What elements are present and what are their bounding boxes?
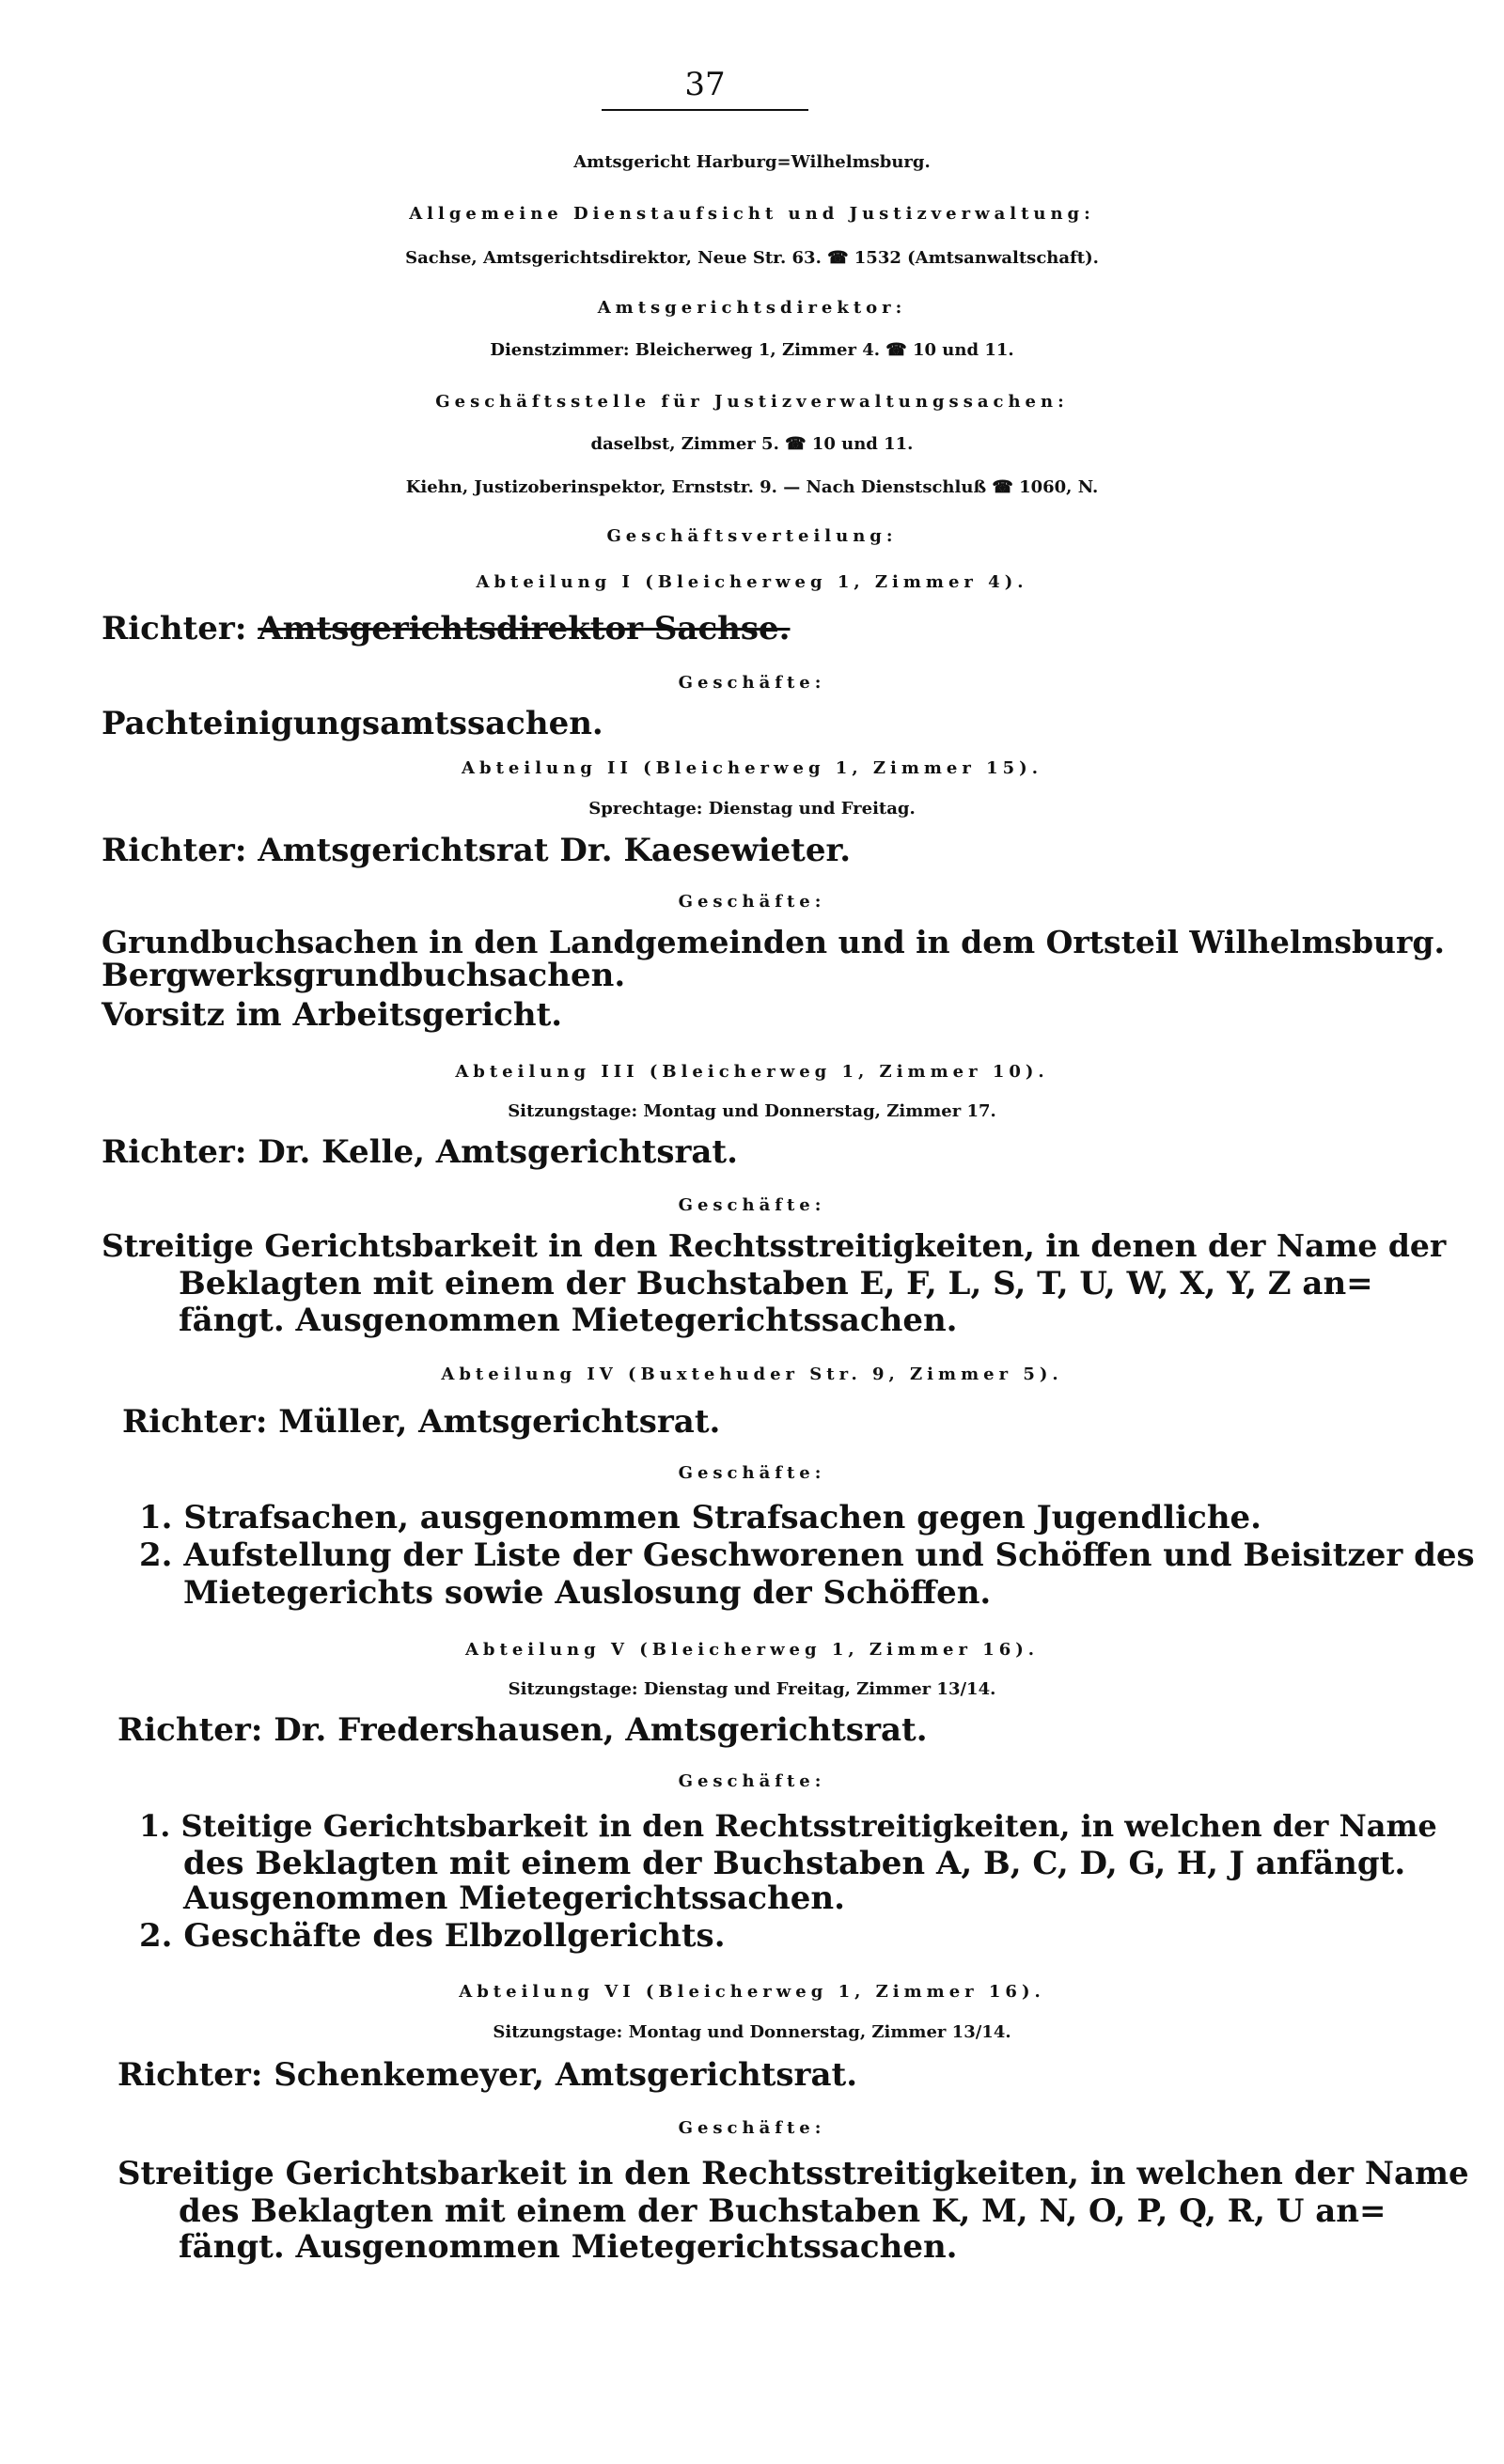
text-line: fängt. Ausgenommen Mietegerichtssachen. — [179, 1302, 958, 1339]
section-heading: Geschäfte: — [678, 2118, 826, 2138]
court-title: Amtsgericht Harburg=Wilhelmsburg. — [573, 152, 931, 172]
text-line: Sachse, Amtsgerichtsdirektor, Neue Str. 63. ☎ 1532 (Amtsanwaltschaft). — [405, 248, 1099, 268]
text-line: daselbst, Zimmer 5. ☎ 10 und 11. — [590, 434, 914, 454]
department-heading: Abteilung I (Bleicherweg 1, Zimmer 4). — [476, 572, 1028, 592]
text-line: Richter: Müller, Amtsgerichtsrat. — [122, 1403, 721, 1441]
judge-label — [102, 607, 791, 650]
text-line: des Beklagten mit einem der Buchstaben K, M, N, O, P, Q, R, U an= — [179, 2192, 1386, 2230]
section-heading: Geschäfte: — [678, 1771, 826, 1791]
text-line: Bergwerksgrundbuchsachen. — [102, 957, 626, 994]
section-heading: Geschäfte: — [678, 1195, 826, 1215]
text-line: Vorsitz im Arbeitsgericht. — [102, 996, 563, 1034]
text-line: Richter: Schenkemeyer, Amtsgerichtsrat. — [118, 2056, 858, 2094]
text-line: Streitige Gerichtsbarkeit in den Rechtsstreitigkeiten, in denen der Name der — [102, 1227, 1447, 1264]
text-line: Dienstzimmer: Bleicherweg 1, Zimmer 4. ☎ 10 und 11. — [490, 340, 1014, 360]
department-heading: Abteilung IV (Buxtehuder Str. 9, Zimmer 5). — [441, 1365, 1063, 1384]
section-heading: Allgemeine Dienstaufsicht und Justizverwaltung: — [409, 204, 1095, 224]
text-line: 1. Strafsachen, ausgenommen Strafsachen gegen Jugendliche. — [139, 1499, 1262, 1536]
page-number: 37 — [602, 66, 808, 111]
text-line: Pachteinigungsamtssachen. — [102, 705, 603, 742]
section-heading: Geschäftsverteilung: — [606, 526, 898, 546]
department-heading: Abteilung II (Bleicherweg 1, Zimmer 15). — [462, 758, 1042, 778]
section-heading: Geschäftsstelle für Justizverwaltungssachen: — [435, 392, 1069, 412]
section-heading: Geschäfte: — [678, 892, 826, 912]
text-line: Sitzungstage: Montag und Donnerstag, Zimmer 17. — [508, 1101, 996, 1121]
text-line: Beklagten mit einem der Buchstaben E, F, L, S, T, U, W, X, Y, Z an= — [179, 1265, 1373, 1302]
text-line: Sitzungstage: Dienstag und Freitag, Zimmer 13/14. — [508, 1679, 996, 1699]
text-line: 2. Geschäfte des Elbzollgerichts. — [139, 1917, 726, 1955]
text-line: Richter: Amtsgerichtsrat Dr. Kaesewieter. — [102, 832, 852, 869]
text-line: Ausgenommen Mietegerichtssachen. — [183, 1879, 845, 1917]
department-heading: Abteilung VI (Bleicherweg 1, Zimmer 16). — [459, 1982, 1045, 2002]
judge-label-text: Richter: — [102, 610, 247, 647]
section-heading: Amtsgerichtsdirektor: — [597, 298, 907, 318]
text-line: Richter: Dr. Fredershausen, Amtsgerichtsrat. — [118, 1711, 928, 1749]
text-line: 2. Aufstellung der Liste der Geschworenen und Schöffen und Beisitzer des — [139, 1536, 1475, 1574]
section-heading: Geschäfte: — [678, 673, 826, 693]
struck-judge-name: Amtsgerichtsdirektor Sachse. — [258, 610, 791, 647]
text-line: des Beklagten mit einem der Buchstaben A, B, C, D, G, H, J anfängt. — [183, 1845, 1406, 1882]
text-line: Grundbuchsachen in den Landgemeinden und in dem Ortsteil Wilhelmsburg. — [102, 924, 1445, 960]
text-line: Sprechtage: Dienstag und Freitag. — [588, 799, 916, 819]
section-heading: Geschäfte: — [678, 1463, 826, 1483]
text-line: Richter: Dr. Kelle, Amtsgerichtsrat. — [102, 1133, 738, 1171]
text-line: Sitzungstage: Montag und Donnerstag, Zimmer 13/14. — [493, 2022, 1011, 2042]
department-heading: Abteilung III (Bleicherweg 1, Zimmer 10). — [455, 1062, 1049, 1082]
text-line: Mietegerichts sowie Auslosung der Schöffen. — [183, 1574, 992, 1612]
text-line: Kiehn, Justizoberinspektor, Ernststr. 9. — Nach Dienstschluß ☎ 1060, N. — [405, 477, 1099, 497]
text-line: Streitige Gerichtsbarkeit in den Rechtsstreitigkeiten, in welchen der Name — [118, 2155, 1469, 2192]
text-line: 1. Steitige Gerichtsbarkeit in den Rechtsstreitigkeiten, in welchen der Name — [139, 1808, 1437, 1844]
text-line: fängt. Ausgenommen Mietegerichtssachen. — [179, 2228, 958, 2266]
department-heading: Abteilung V (Bleicherweg 1, Zimmer 16). — [464, 1640, 1040, 1660]
